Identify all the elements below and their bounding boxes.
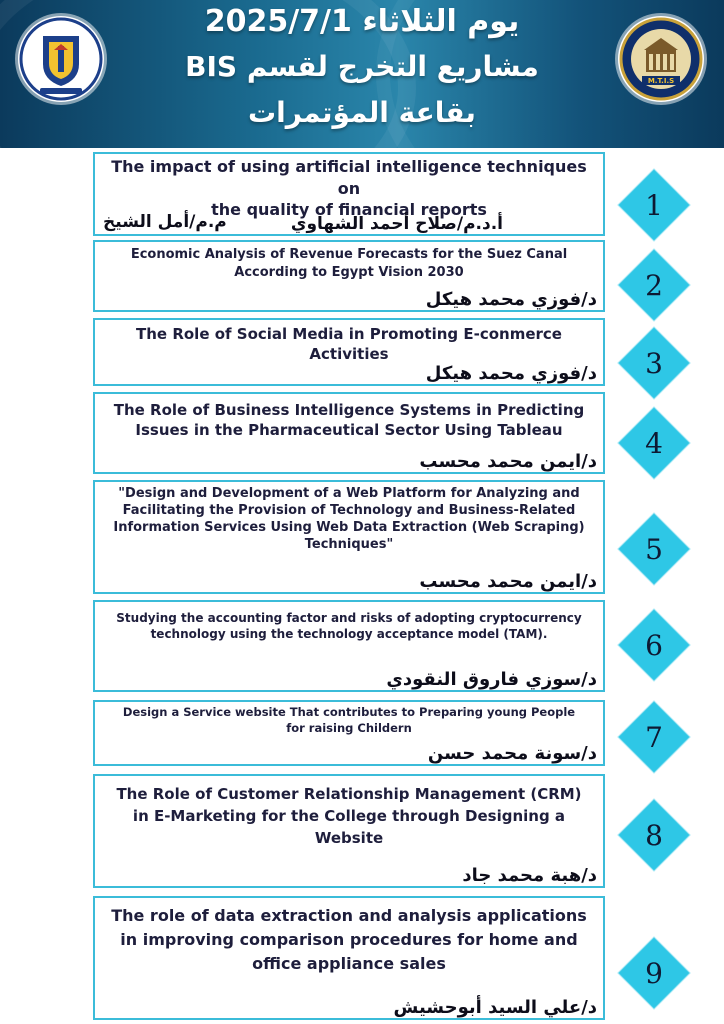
project-number: 4 (645, 427, 663, 460)
header-date-line: يوم الثلاثاء 2025/7/1 (204, 4, 520, 39)
project-title (99, 400, 599, 441)
project-number: 6 (645, 629, 663, 662)
project-number: 7 (645, 721, 663, 754)
project-card (93, 318, 605, 386)
header-title-line: مشاريع التخرج لقسم BIS (185, 50, 539, 83)
project-title (99, 610, 599, 642)
project-title (99, 324, 599, 365)
project-title-line: The Role of Customer Relationship Management (CRM) (116, 785, 582, 803)
project-supervisor: د/ايمن محمد محسب (419, 571, 597, 592)
project-title-line: Facilitating the Provision of Technology and Business-Related (122, 502, 576, 518)
project-title-line: The impact of using artificial intelligence techniques on (111, 157, 587, 198)
project-supervisor: د/علي السيد أبوحشيش (393, 997, 597, 1018)
mtis-logo (618, 16, 704, 102)
project-title (99, 486, 599, 554)
project-title-line: Design a Service website That contributes to Preparing young People (122, 705, 576, 719)
header-banner (0, 0, 724, 148)
project-title-line: in E-Marketing for the College through Designing a (132, 806, 566, 825)
project-supervisor: د/سوزي فاروق النقودي (386, 669, 597, 690)
project-title-line: the quality of financial reports (211, 200, 487, 220)
project-card (93, 152, 605, 236)
project-supervisor: د/فوزي محمد هيكل (425, 289, 597, 310)
project-supervisor: أ.د.م/صلاح أحمد الشهاوي (290, 214, 503, 234)
project-co-supervisor: م.م/أمل الشيخ (103, 212, 227, 232)
project-card (93, 600, 605, 692)
project-number: 2 (645, 269, 663, 302)
project-card (93, 774, 605, 888)
project-title-line: According to Egypt Vision 2030 (234, 264, 464, 280)
project-title-line: technology using the technology acceptance model (TAM). (150, 627, 548, 642)
project-title-line: Issues in the Pharmaceutical Sector Using Tableau (135, 421, 563, 440)
university-logo (18, 16, 104, 102)
project-title-line: for raising Childern (286, 720, 412, 735)
project-title-line: The role of data extraction and analysis applications (111, 906, 587, 925)
project-title (99, 705, 599, 736)
project-number: 1 (645, 189, 663, 222)
shield-logo-icon (18, 16, 104, 102)
project-title-line: Economic Analysis of Revenue Forecasts for the Suez Canal (130, 247, 568, 262)
project-title-line: Techniques" (304, 536, 394, 552)
project-title-line: office appliance sales (252, 954, 446, 973)
institute-seal-icon (618, 16, 704, 102)
project-number: 5 (645, 533, 663, 566)
project-supervisor: د/هبة محمد جاد (462, 865, 597, 886)
project-title (99, 784, 599, 849)
header-venue-line: بقاعة المؤتمرات (248, 96, 476, 129)
project-title-line: Website (314, 828, 384, 847)
project-supervisor: د/ايمن محمد محسب (419, 451, 597, 472)
project-card (93, 896, 605, 1020)
project-title-line: in improving comparison procedures for home and (120, 930, 578, 949)
project-card (93, 480, 605, 594)
project-title (99, 904, 599, 976)
logo-text: M.T.I.S (647, 77, 675, 85)
project-card (93, 392, 605, 474)
project-title-line: Studying the accounting factor and risks of adopting cryptocurrency (116, 611, 582, 625)
project-title-line: The Role of Social Media in Promoting E-conmerce Activities (136, 325, 562, 364)
project-title-line: "Design and Development of a Web Platform for Analyzing and (118, 486, 580, 501)
project-card (93, 700, 605, 766)
project-supervisor: د/فوزي محمد هيكل (425, 363, 597, 384)
project-number: 8 (645, 819, 663, 852)
project-title-line: The Role of Business Intelligence Systems in Predicting (113, 401, 585, 419)
project-card (93, 240, 605, 312)
project-title-line: Information Services Using Web Data Extraction (Web Scraping) (113, 519, 585, 535)
project-title (99, 246, 599, 281)
project-number: 3 (645, 347, 663, 380)
project-supervisor: د/سونة محمد حسن (427, 743, 597, 764)
project-number: 9 (645, 957, 663, 990)
